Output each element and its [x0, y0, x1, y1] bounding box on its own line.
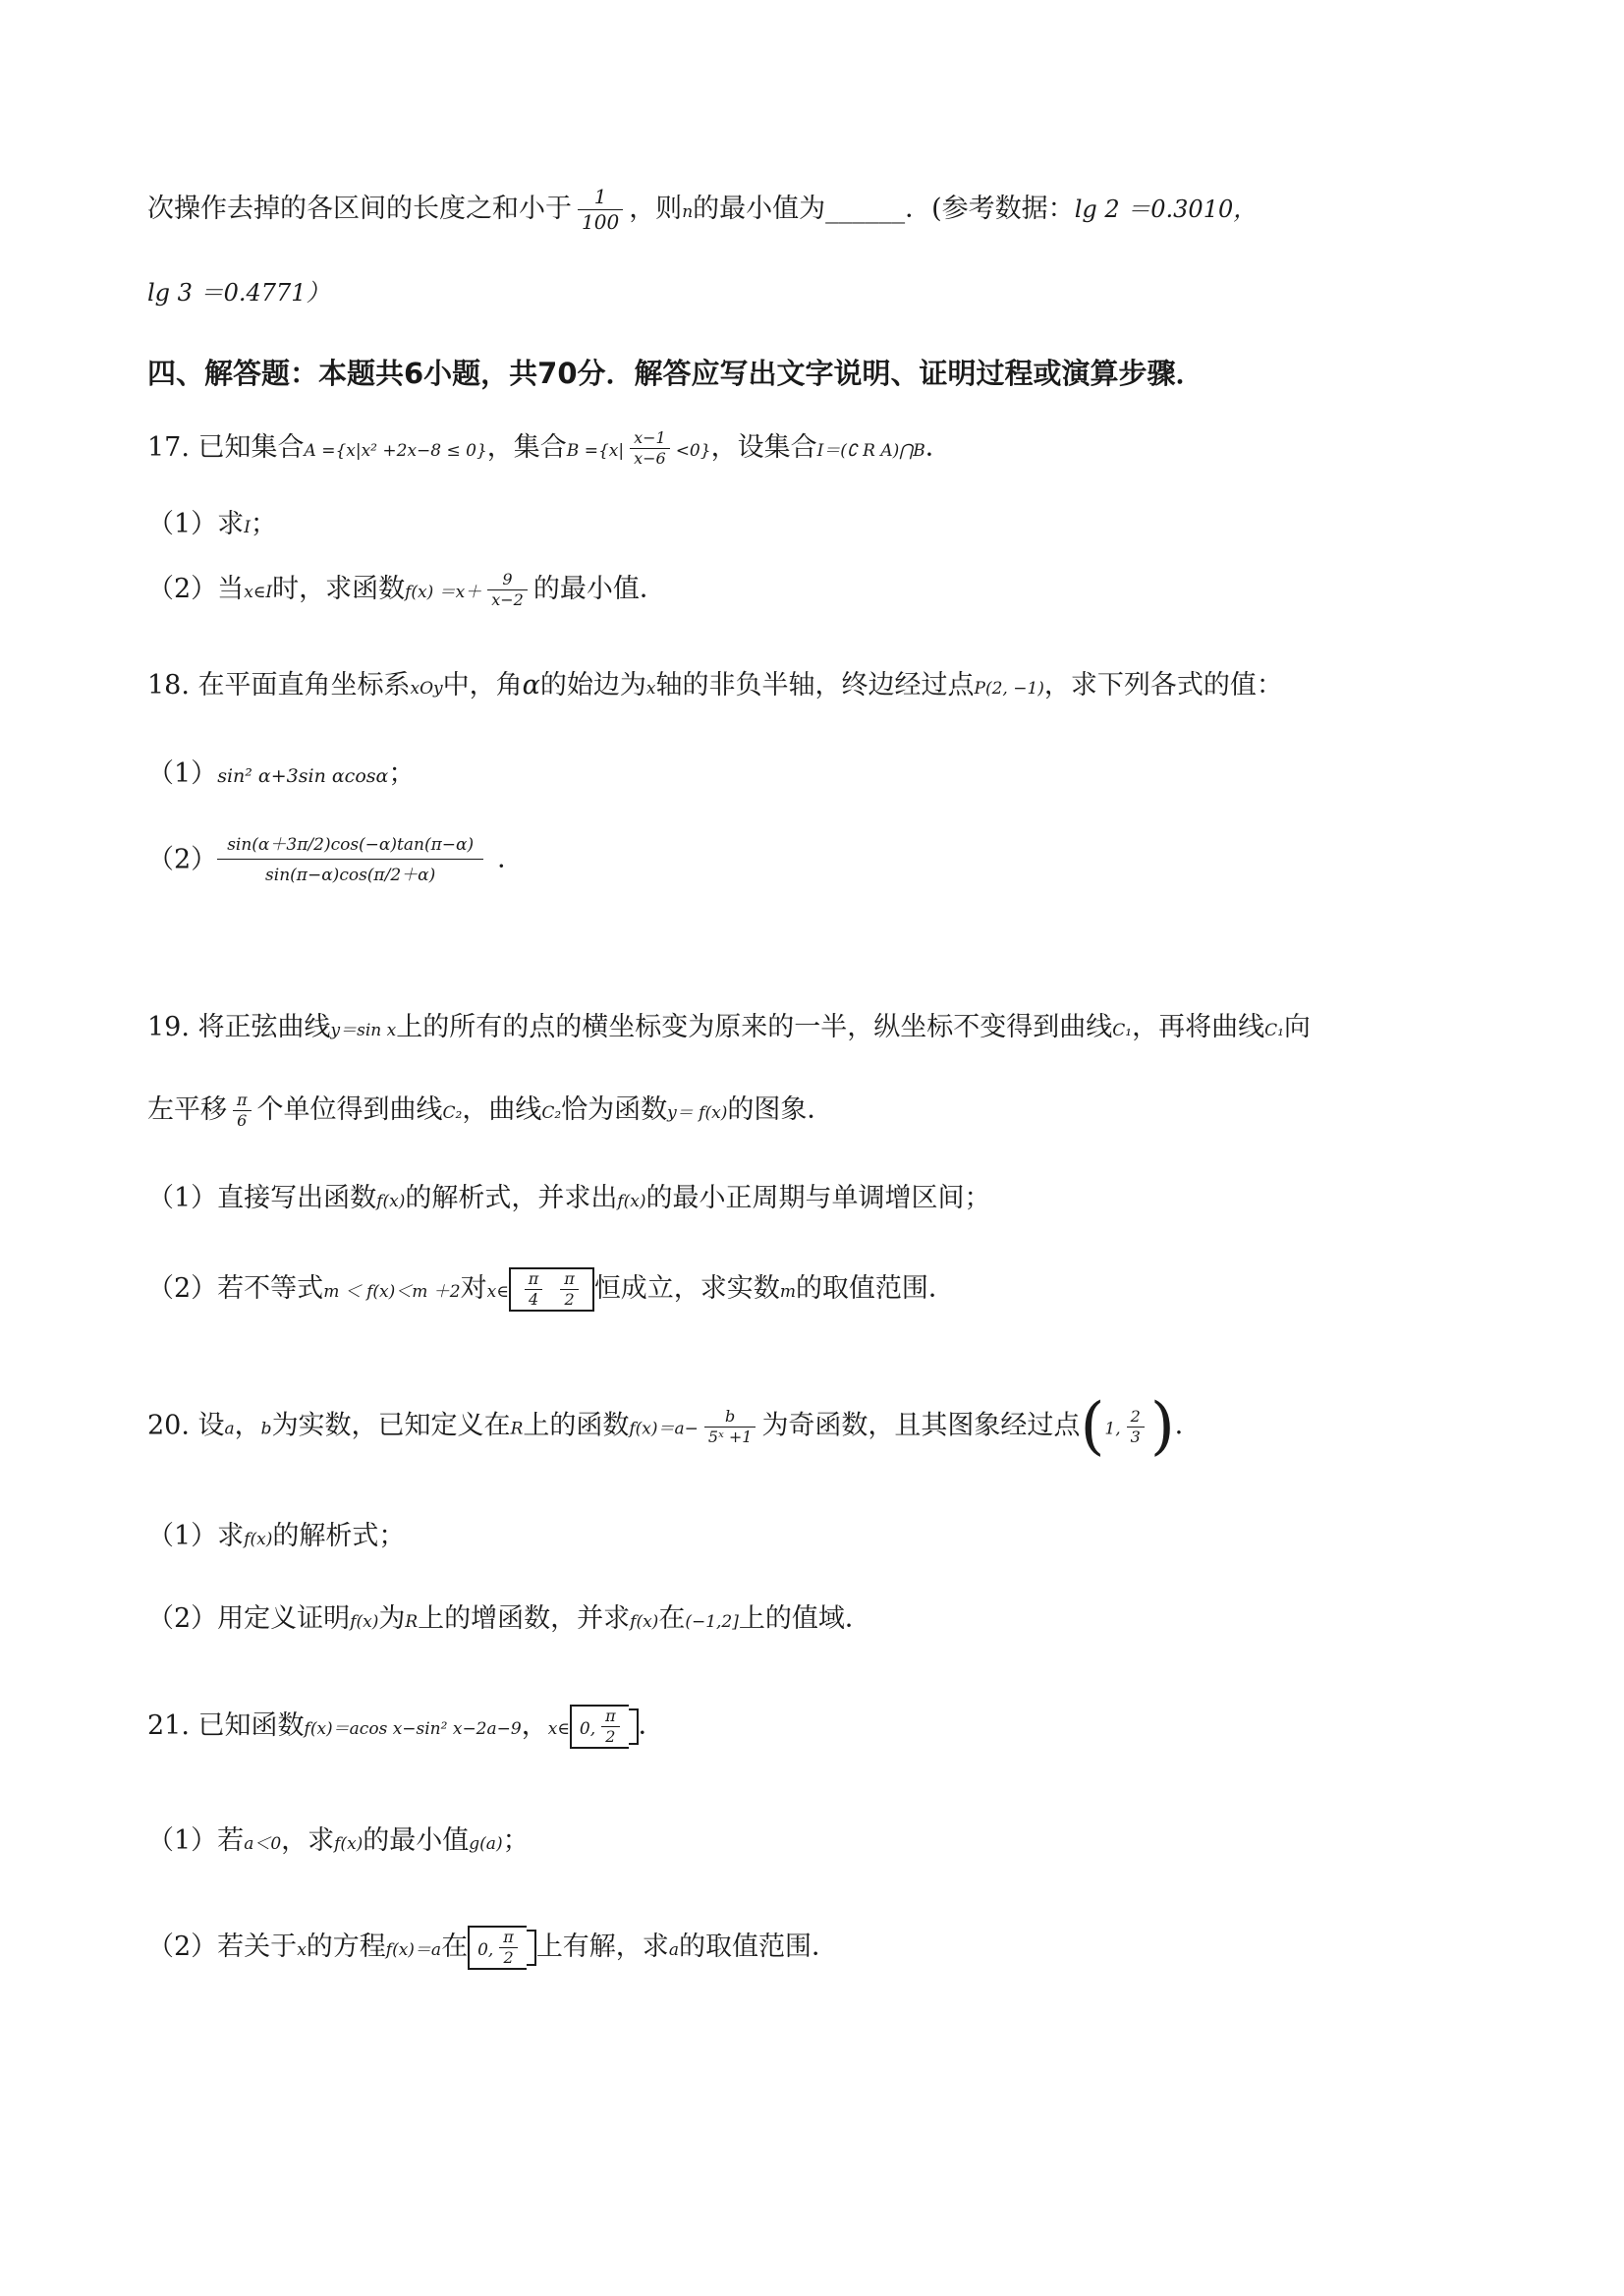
q20-fraction — [704, 1407, 756, 1447]
q20-p2-r: R — [405, 1612, 419, 1632]
q18-text-a: 18. 在平面直角坐标系 — [147, 670, 411, 700]
q20-text-f: ． — [1174, 1410, 1202, 1441]
q19-c1: C₁ — [1112, 1021, 1133, 1040]
q19-p2-text-d: 的取值范围． — [795, 1273, 955, 1304]
fraction-den: x−6 — [634, 449, 666, 468]
q17-p2-text-a: （2）当 — [147, 574, 245, 604]
q17-part-1 — [147, 509, 277, 540]
q20-p2-interval: (−1,2] — [685, 1612, 739, 1632]
q17-text-d: ． — [924, 432, 952, 463]
q21-part-1 — [147, 1825, 530, 1857]
q18-alpha: α — [522, 670, 540, 700]
fraction-num: b — [704, 1407, 756, 1428]
q19-p2-text-b: 对 — [460, 1273, 487, 1304]
q20-p2-fx-again: f(x) — [630, 1612, 659, 1632]
fraction-den: 2 — [605, 1727, 616, 1746]
q19-l2-text-c: ，曲线 — [462, 1094, 542, 1125]
q19-p1-text-c: 的最小正周期与单调增区间； — [645, 1183, 991, 1213]
fraction-num: 1 — [578, 185, 623, 210]
q18-p2-end: ． — [497, 844, 525, 875]
fraction-num: 9 — [487, 570, 528, 590]
q21-x-in: x∈ — [547, 1719, 570, 1739]
q21-text-c: ． — [638, 1710, 665, 1741]
q19-interval-left — [509, 1267, 552, 1312]
q20-p1-fx: f(x) — [244, 1530, 273, 1549]
fraction-num: π — [601, 1707, 620, 1727]
q18-p1-expr: sin² α+3sin αcosα — [217, 765, 389, 787]
q19-p1-text-b: 的解析式，并求出 — [405, 1183, 618, 1213]
q20-fx: f(x)＝a− — [629, 1419, 699, 1439]
q21-p2-equation: f(x)＝a — [385, 1940, 442, 1960]
q21-p1-cond: a＜0 — [244, 1834, 282, 1854]
q20-part-2 — [147, 1603, 871, 1635]
q20-text-e: 为奇函数，且其图象经过点 — [761, 1410, 1081, 1441]
q17-p1-label: （1）求 — [147, 509, 245, 539]
q20-point-y — [1127, 1407, 1145, 1447]
q21-p2-text-b: 的方程 — [306, 1932, 386, 1962]
q21-function: f(x)＝acos x−sin² x−2a−9 — [304, 1719, 522, 1739]
q17-set-b-fraction — [630, 428, 670, 469]
q21-p2-interval-zero: 0, — [477, 1940, 494, 1960]
q18-point: P(2, −1) — [974, 679, 1044, 699]
fraction-den: 2 — [564, 1290, 575, 1309]
fraction-1-over-100 — [578, 185, 623, 235]
q19-text-b: 上的所有的点的横坐标变为原来的一半，纵坐标不变得到曲线 — [396, 1012, 1113, 1042]
q17-part-2 — [147, 570, 666, 610]
q19-c2: C₂ — [442, 1103, 463, 1123]
q20-text-b: ， — [234, 1410, 261, 1441]
q20-p2-text-d: 在 — [658, 1603, 686, 1634]
fraction-den: sin(π−α)cos(π/2＋α) — [265, 866, 436, 886]
q21-p2-interval-left — [468, 1926, 527, 1970]
q21-p2-text-c: 在 — [441, 1932, 469, 1962]
fraction-num: x−1 — [630, 428, 670, 449]
section-heading — [147, 357, 1204, 391]
q20-r: R — [510, 1419, 524, 1439]
q19-interval-right — [551, 1267, 594, 1312]
q19-p2-text-c: 恒成立，求实数 — [593, 1273, 780, 1304]
q17-text-c: ，设集合 — [710, 432, 817, 463]
fraction-den: 3 — [1130, 1427, 1141, 1446]
q19-pi-over-4 — [525, 1269, 543, 1310]
q21-p2-text-e: 的取值范围． — [678, 1932, 838, 1962]
q19-part-2 — [147, 1267, 955, 1312]
fraction-num: π — [560, 1269, 579, 1290]
q21-interval-right — [629, 1708, 639, 1744]
q19-text-d: 向 — [1283, 1012, 1311, 1042]
q20-text-d: 上的函数 — [523, 1410, 630, 1441]
q18-text-e: ，求下列各式的值： — [1043, 670, 1283, 700]
q21-p2-interval-right — [527, 1930, 536, 1965]
q20-b: b — [260, 1419, 272, 1439]
q17-set-a: A ={x|x² +2x−8 ≤ 0} — [304, 441, 487, 461]
q18-p2-fraction — [217, 835, 483, 886]
fraction-den: x−2 — [491, 590, 524, 609]
q19-text-a: 19. 将正弦曲线 — [147, 1012, 331, 1042]
q19-l2-text-a: 左平移 — [147, 1094, 227, 1125]
q21-p1-g: g(a) — [469, 1834, 503, 1854]
q18-stem — [147, 670, 1283, 701]
q19-part-1 — [147, 1183, 991, 1214]
q20-stem — [147, 1390, 1202, 1463]
q18-p1-end: ； — [388, 758, 416, 789]
q21-p2-text-d: 上有解，求 — [535, 1932, 669, 1962]
q19-l2-text-d: 恰为函数 — [561, 1094, 668, 1125]
line-1 — [147, 185, 1257, 235]
q19-pi-over-2 — [560, 1269, 579, 1310]
line1-text-b: ，则 — [629, 194, 683, 224]
q17-p2-cond: x∈ — [244, 583, 266, 602]
q20-a: a — [224, 1419, 235, 1439]
q17-p2-var: I — [265, 583, 273, 602]
q20-p2-text-c: 上的增函数，并求 — [418, 1603, 631, 1634]
q21-p1-fx: f(x) — [334, 1834, 364, 1854]
fraction-den: 6 — [237, 1111, 248, 1130]
fraction-num: sin(α＋3π/2)cos(−α)tan(π−α) — [217, 835, 483, 860]
q20-point-x: 1, — [1104, 1419, 1121, 1439]
q17-text-a: 17. 已知集合 — [147, 432, 305, 463]
q21-text-a: 21. 已知函数 — [147, 1710, 305, 1741]
q19-stem-line-1 — [147, 1012, 1311, 1043]
q19-stem-line-2 — [147, 1091, 833, 1131]
q21-p2-a: a — [668, 1940, 679, 1960]
q21-part-2 — [147, 1926, 838, 1970]
q19-curve: y＝sin x — [330, 1021, 397, 1040]
q17-p2-text-b: 时，求函数 — [272, 574, 406, 604]
q19-p2-x-in: x∈ — [486, 1282, 509, 1302]
q17-stem — [147, 428, 952, 469]
right-paren: ) — [1149, 1390, 1175, 1463]
q17-p2-text-c: 的最小值． — [532, 574, 666, 604]
q19-c1-again: C₁ — [1264, 1021, 1284, 1040]
q17-p2-fraction — [487, 570, 528, 610]
q17-set-b-pre: B ={x| — [566, 441, 625, 461]
q19-l2-text-e: 的图象． — [727, 1094, 834, 1125]
q19-function: y＝ f(x) — [667, 1103, 728, 1123]
q21-p1-text-d: ； — [502, 1825, 530, 1856]
fraction-den: 2 — [503, 1948, 514, 1967]
q17-p1-var: I — [244, 518, 251, 537]
q19-p1-fx: f(x) — [376, 1192, 406, 1211]
q20-p2-fx: f(x) — [350, 1612, 379, 1632]
q21-pi-over-2 — [601, 1707, 620, 1747]
q21-p1-text-a: （1）若 — [147, 1825, 245, 1856]
q19-p2-m: m — [779, 1282, 796, 1302]
q20-p2-text-a: （2）用定义证明 — [147, 1603, 351, 1634]
q17-set-i: I＝(∁ R A)⋂B — [816, 441, 925, 461]
q19-p1-fx-again: f(x) — [617, 1192, 646, 1211]
q20-p1-text-b: 的解析式； — [272, 1521, 406, 1551]
q18-x: x — [645, 679, 656, 699]
q21-p1-text-c: 的最小值 — [363, 1825, 470, 1856]
q21-text-b: ， — [521, 1710, 548, 1741]
q21-stem — [147, 1705, 665, 1749]
q17-set-b-post: <0} — [675, 441, 711, 461]
fraction-num: π — [525, 1269, 543, 1290]
q18-axes: xOy — [410, 679, 443, 699]
q18-part-1 — [147, 758, 415, 790]
lg3-value: lg 3 ＝0.4771） — [147, 279, 330, 307]
q20-part-1 — [147, 1521, 405, 1552]
section-heading-text: 四、解答题：本题共6小题，共70分．解答应写出文字说明、证明过程或演算步骤． — [147, 357, 1204, 390]
q19-pi-over-6 — [233, 1091, 252, 1131]
q17-text-b: ，集合 — [486, 432, 567, 463]
q18-text-b: 中，角 — [442, 670, 523, 700]
q21-p2-pi-over-2 — [499, 1928, 518, 1968]
q19-p1-text-a: （1）直接写出函数 — [147, 1183, 377, 1213]
q18-part-2 — [147, 835, 524, 886]
q19-text-c: ，再将曲线 — [1132, 1012, 1265, 1042]
left-paren: ( — [1080, 1390, 1105, 1463]
q18-text-d: 轴的非负半轴，终边经过点 — [655, 670, 975, 700]
q20-p1-text-a: （1）求 — [147, 1521, 245, 1551]
fraction-num: π — [499, 1928, 518, 1948]
q18-p2-label: （2） — [147, 844, 218, 875]
q19-c2-again: C₂ — [541, 1103, 562, 1123]
q21-interval-zero: 0, — [579, 1719, 596, 1739]
fraction-den: 5ˣ +1 — [707, 1427, 753, 1446]
fraction-den: 4 — [528, 1290, 539, 1309]
q20-text-c: 为实数，已知定义在 — [271, 1410, 511, 1441]
q18-p1-label: （1） — [147, 758, 218, 789]
q19-l2-text-b: 个单位得到曲线 — [256, 1094, 443, 1125]
q21-p2-x: x — [297, 1940, 307, 1960]
line-2 — [147, 279, 330, 308]
q19-p2-text-a: （2）若不等式 — [147, 1273, 324, 1304]
q17-p1-end: ； — [250, 509, 277, 539]
q20-p2-text-b: 为 — [378, 1603, 406, 1634]
var-n: n — [682, 202, 694, 222]
q21-p2-text-a: （2）若关于 — [147, 1932, 298, 1962]
lg2-value: lg 2 ＝0.3010， — [1074, 196, 1258, 223]
fraction-den: 100 — [582, 210, 620, 234]
line1-text-c: 的最小值为______．(参考数据： — [693, 194, 1075, 224]
q21-p1-text-b: ，求 — [281, 1825, 335, 1856]
q17-p2-fx: f(x) ＝x＋ — [405, 583, 482, 602]
q20-p2-text-e: 上的值域． — [738, 1603, 871, 1634]
q20-text-a: 20. 设 — [147, 1410, 225, 1441]
q18-text-c: 的始边为 — [539, 670, 646, 700]
q19-p2-inequality: m ＜ f(x)＜m ＋2 — [323, 1282, 461, 1302]
line1-text-a: 次操作去掉的各区间的长度之和小于 — [147, 194, 572, 224]
fraction-num: π — [233, 1091, 252, 1111]
fraction-num: 2 — [1127, 1407, 1145, 1428]
q21-interval-left — [570, 1705, 629, 1749]
